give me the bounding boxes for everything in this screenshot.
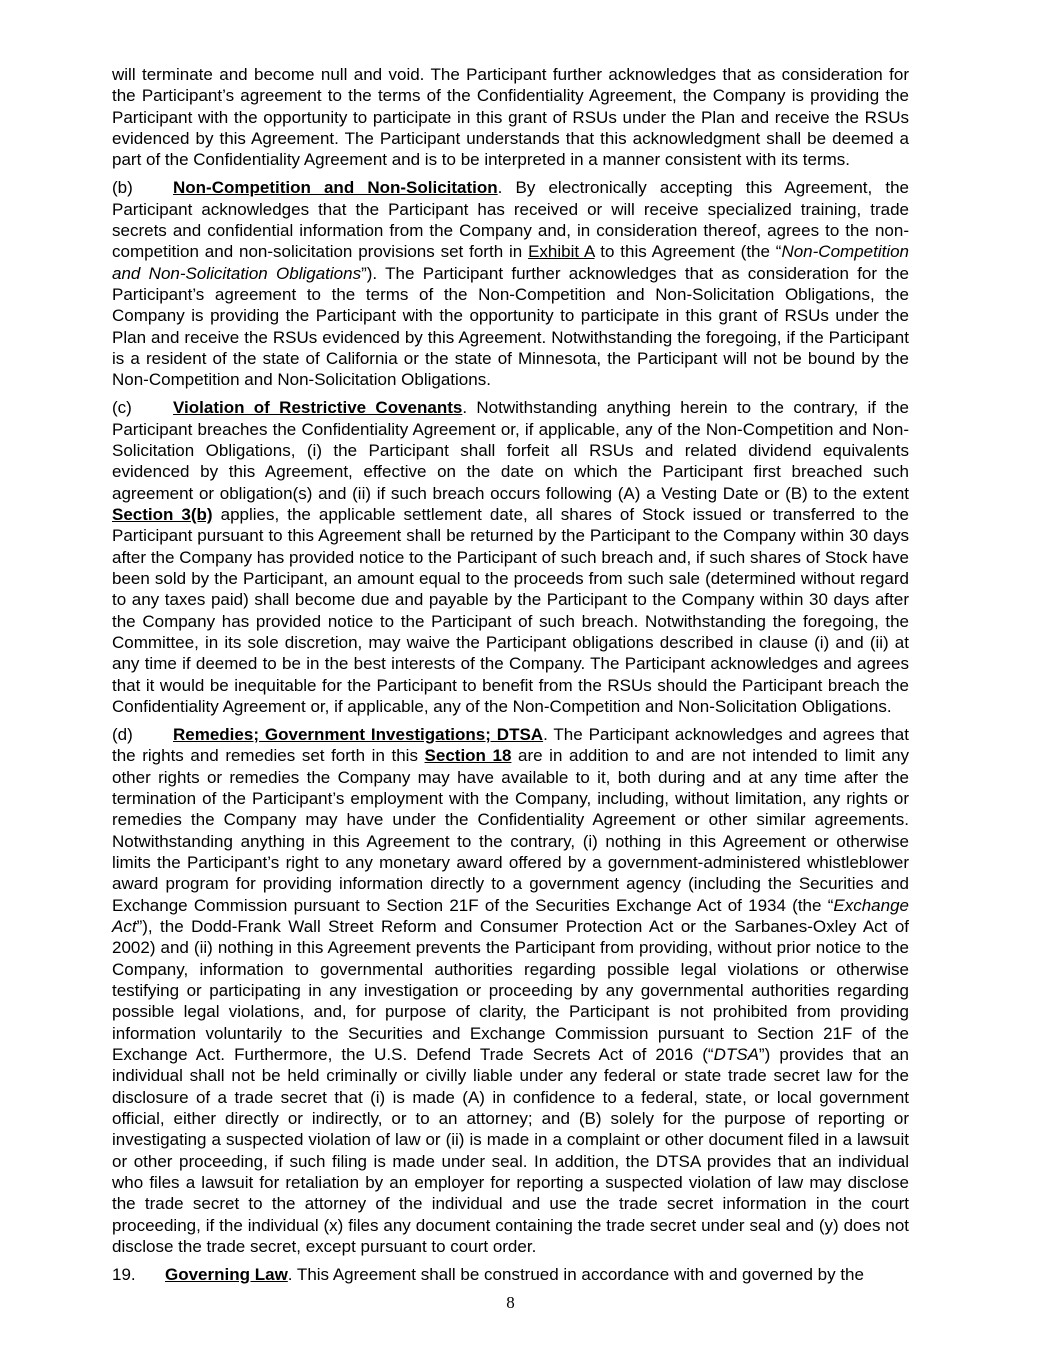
body-text: ”). The Participant further acknowledges that as consideration for the Participant’s agreement to the terms of the Non-Competition and Non-Solicitation Obligations, the Company is providing the Participant with the opportunity to participate in this grant of RSUs under the Plan and receive the RSUs evidenced by this Agreement. Notwithstanding the foregoing, if the Participant is a resident of the state of California or the state of Minnesota, the Participant will not be bound by the Non-Competition and Non-Solicitation Obligations. <box>112 263 909 390</box>
defined-term: Non-Competition and Non-Solicitation Obligations <box>112 242 910 283</box>
defined-term: Exchange Act <box>112 895 909 936</box>
body-text: . This Agreement shall be construed in accordance with and governed by the <box>287 1264 864 1284</box>
body-text: applies, the applicable settlement date, all shares of Stock issued or transferred to the Participant pursuant to this Agreement shall be returned by the Participant to the Company within 30 days after the Company has provided notice to the Participant of such breach and, if such shares of Stock have been sold by the Participant, an amount equal to the proceeds from such sale (determined without regard to any taxes paid) shall become due and payable by the Participant to the Company within 30 days after the Company has provided notice to the Participant of such breach. Notwithstanding the foregoing, the Committee, in its sole discretion, may waive the Participant obligations described in clause (i) and (ii) at any time if deemed to be in the best interests of the Company. The Participant acknowledges and agrees that it would be inequitable for the Participant to benefit from the RSUs should the Participant breach the Confidentiality Agreement or, if applicable, any of the Non-Competition and Non-Solicitation Obligations. <box>112 504 909 716</box>
section-3b-reference: Section 3(b) <box>112 504 213 524</box>
section-label: (b) <box>112 178 133 198</box>
section-label: (d) <box>112 724 133 744</box>
section-19-governing-law <box>112 1264 909 1285</box>
section-heading: Non-Competition and Non-Solicitation <box>173 178 498 198</box>
body-text: . By electronically accepting this Agreement, the Participant acknowledges that the Participant has received or will receive specialized training, trade secrets and confidential information from the Company and, in consideration thereof, agrees to the non-competition and non-solicitation provisions set forth in <box>112 178 910 262</box>
section-18-reference: Section 18 <box>424 746 512 766</box>
body-text: . The Participant acknowledges and agrees that the rights and remedies set forth in this <box>112 724 909 766</box>
section-label: (c) <box>112 398 132 418</box>
page-number: 8 <box>506 1292 515 1312</box>
body-text: are in addition to and are not intended to limit any other rights or remedies the Company may have available to it, both during and at any time after the termination of the Participant’s employment with the Company, including, without limitation, any rights or remedies the Company may have under the Confidentiality Agreement or other similar agreements. Notwithstanding anything in this Agreement to the contrary, (i) nothing in this Agreement or otherwise limits the Participant’s right to any monetary award offered by a government-administered whistleblower award program for providing information directly to a government agency (including the Securities and Exchange Commission pursuant to Section 21F of the Securities Exchange Act of 1934 (the “ <box>112 746 909 915</box>
section-c-violation-restrictive-covenants <box>112 397 909 717</box>
body-text: to this Agreement (the “ <box>594 242 782 262</box>
section-heading: Violation of Restrictive Covenants <box>173 398 463 418</box>
paragraph-confidentiality-continuation <box>112 64 909 171</box>
section-d-remedies-dtsa <box>112 724 909 1258</box>
section-heading: Remedies; Government Investigations; DTSA <box>173 724 544 744</box>
body-text: ”) provides that an individual shall not be held criminally or civilly liable under any federal or state trade secret law for the disclosure of a trade secret that (i) is made (A) in confidence to a federal, state, or local government official, either directly or indirectly, or to an attorney; and (B) solely for the purpose of reporting or investigating a suspected violation of law or (ii) is made in a complaint or other document filed in a lawsuit or other proceeding, if such filing is made under seal. In addition, the DTSA provides that an individual who files a lawsuit for retaliation by an employer for reporting a suspected violation of law may disclose the trade secret to the attorney of the individual and use the trade secret information in the court proceeding, if the individual (x) files any document containing the trade secret under seal and (y) does not disclose the trade secret, except pursuant to court order. <box>112 1044 909 1257</box>
body-text: will terminate and become null and void. The Participant further acknowledges that as consideration for the Participant’s agreement to the terms of the Confidentiality Agreement, the Company is providing the Participant with the opportunity to participate in this grant of RSUs under the Plan and receive the RSUs evidenced by this Agreement. The Participant understands that this acknowledgment shall be deemed a part of the Confidentiality Agreement and is to be interpreted in a manner consistent with its terms. <box>112 65 909 170</box>
exhibit-a-reference: Exhibit A <box>528 242 595 262</box>
body-text: . Notwithstanding anything herein to the contrary, if the Participant breaches the Confidentiality Agreement or, if applicable, any of the Non-Competition and Non-Solicitation Obligations, (i) the Participant shall forfeit all RSUs and related dividend equivalents evidenced by this Agreement, effective on the date on which the Participant first breached such agreement or obligation(s) and (ii) if such breach occurs following (A) a Vesting Date or (B) to the extent <box>112 398 909 503</box>
section-label: 19. <box>112 1264 136 1284</box>
defined-term: DTSA <box>713 1044 759 1064</box>
section-b-non-competition <box>112 177 909 390</box>
body-text: ”), the Dodd-Frank Wall Street Reform and Consumer Protection Act or the Sarbanes-Oxley Act of 2002) and (ii) nothing in this Agreement prevents the Participant from providing, without prior notice to the Company, information to governmental authorities regarding possible legal violations or otherwise testifying or participating in any investigation or proceeding by any governmental authorities regarding possible legal violations, and, for purpose of clarity, the Participant is not prohibited from providing information voluntarily to the Securities and Exchange Commission pursuant to Section 21F of the Exchange Act. Furthermore, the U.S. Defend Trade Secrets Act of 2016 (“ <box>112 916 909 1064</box>
section-heading: Governing Law <box>165 1264 288 1284</box>
